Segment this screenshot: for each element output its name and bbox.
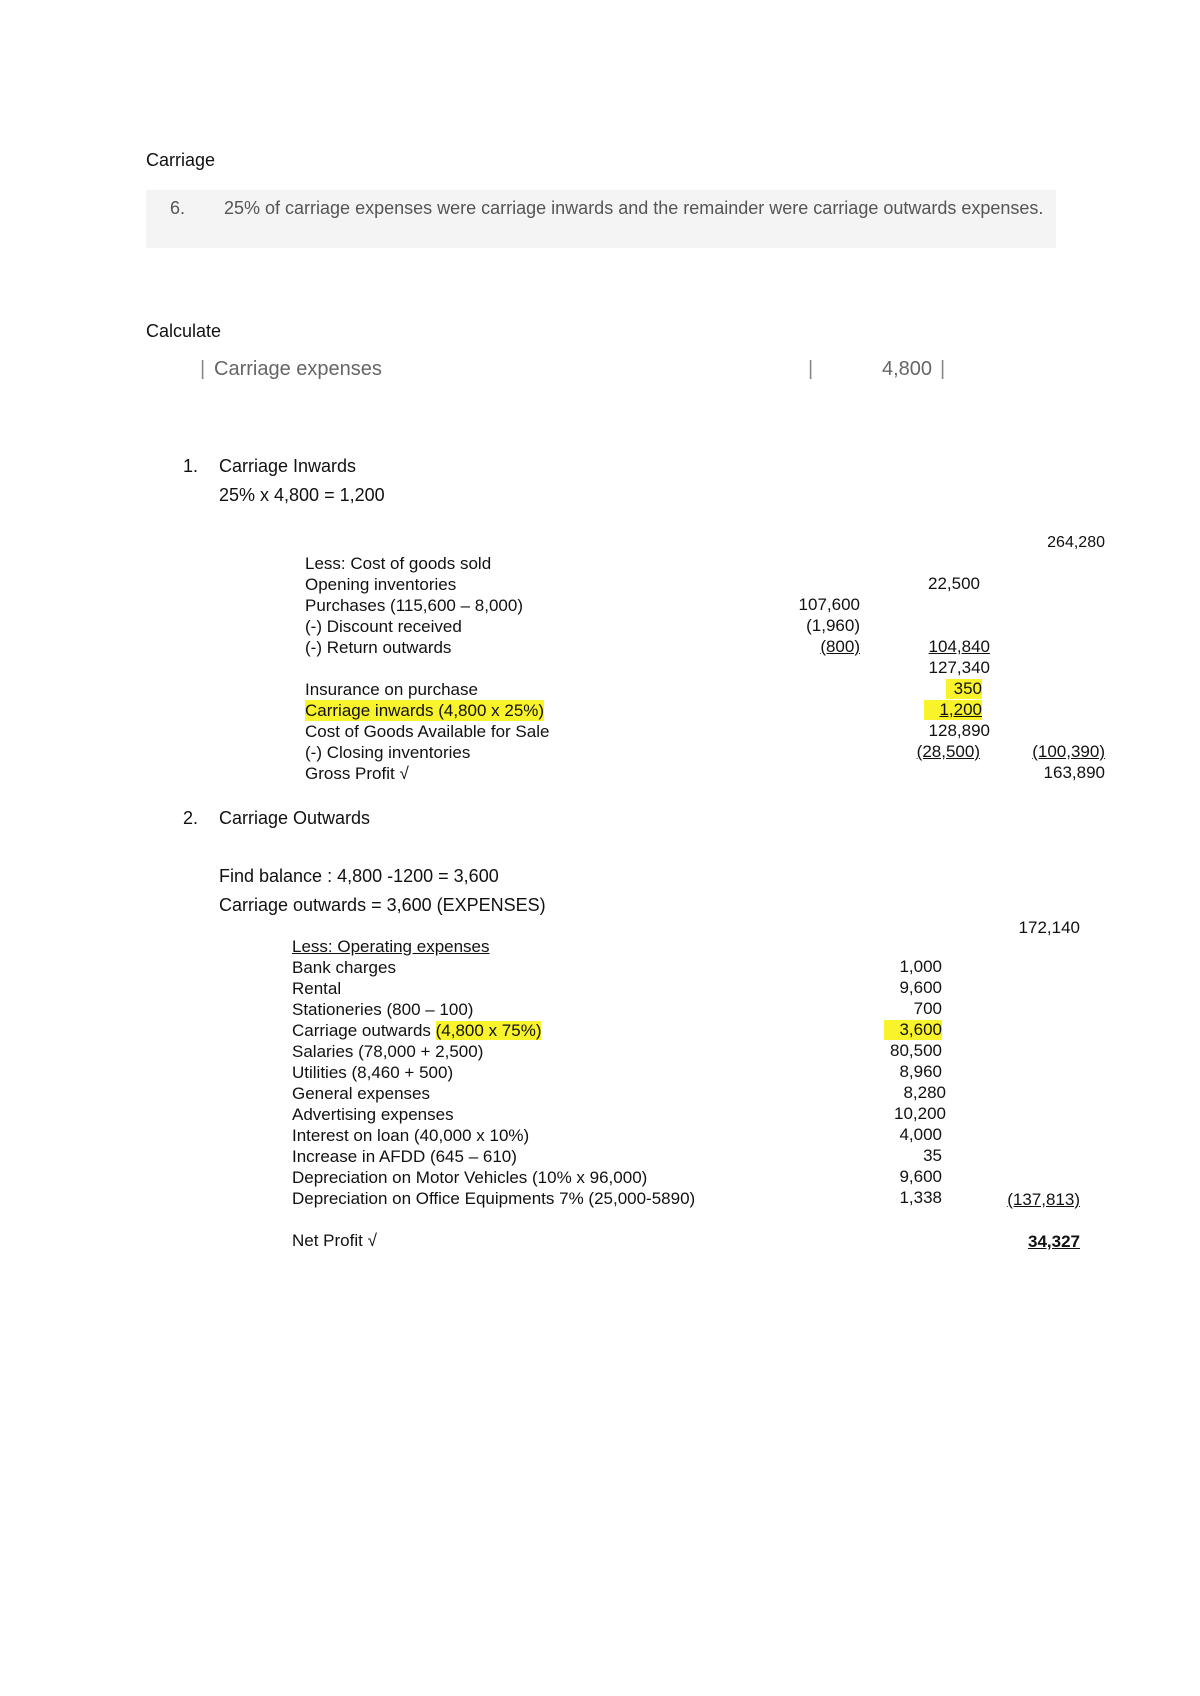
opex-header: Less: Operating expenses	[292, 937, 490, 956]
carriage-expenses-row	[200, 358, 960, 386]
opex-line-10: Depreciation on Motor Vehicles (10% x 96,000)	[292, 1168, 648, 1187]
opex-line-3	[292, 1020, 541, 1041]
col2-carriage-in: 1,200	[924, 700, 982, 720]
col3-cogs: (100,390)	[1032, 742, 1105, 761]
stmt1-line-5: Insurance on purchase	[305, 680, 478, 699]
row-bar-middle: |	[808, 358, 814, 380]
opex-line-6: General expenses	[292, 1084, 430, 1103]
stmt1-line-8: (-) Closing inventories	[305, 743, 471, 762]
top-figure-2: 172,140	[1018, 918, 1080, 937]
col2-net-purchases: 104,840	[928, 637, 990, 656]
section2-outwards: Carriage outwards = 3,600 (EXPENSES)	[219, 895, 546, 915]
opex-val-3: 3,600	[884, 1020, 942, 1040]
opex-val-11: 1,338	[899, 1188, 942, 1207]
section2-number: 2.	[183, 808, 199, 828]
net-profit-value: 34,327	[1028, 1232, 1080, 1251]
section1-number: 1.	[183, 456, 199, 476]
opex-val-6: 8,280	[903, 1083, 946, 1102]
opex-val-1: 9,600	[899, 978, 942, 997]
stmt1-line-1: Opening inventories	[305, 575, 457, 594]
question-scan	[146, 190, 1056, 248]
col2-opening: 22,500	[928, 574, 980, 593]
section2-title: Carriage Outwards	[219, 808, 371, 828]
stmt1-line-6: Carriage inwards (4,800 x 25%)	[305, 701, 545, 720]
opex-val-9: 35	[923, 1146, 942, 1165]
top-figure-1: 264,280	[1047, 534, 1105, 551]
opex-line-4: Salaries (78,000 + 2,500)	[292, 1042, 484, 1061]
heading-carriage: Carriage	[146, 150, 216, 170]
row-bar-left: |	[200, 358, 206, 380]
opex-line-2: Stationeries (800 – 100)	[292, 1000, 474, 1019]
opex-val-0: 1,000	[899, 957, 942, 976]
carriage-expenses-label: Carriage expenses	[214, 358, 382, 380]
stmt1-line-3: (-) Discount received	[305, 617, 462, 636]
opex-total: (137,813)	[1007, 1190, 1080, 1209]
section1-formula: 25% x 4,800 = 1,200	[219, 485, 385, 505]
opex-val-10: 9,600	[899, 1167, 942, 1186]
question-text: 25% of carriage expenses were carriage inwards and the remainder were carriage outwards expenses.	[224, 198, 1044, 218]
heading-calculate: Calculate	[146, 321, 222, 341]
net-profit-label: Net Profit √	[292, 1231, 377, 1250]
col1-discount: (1,960)	[806, 616, 860, 635]
opex-val-2: 700	[913, 999, 942, 1018]
opex-line-11: Depreciation on Office Equipments 7% (25,000-5890)	[292, 1189, 696, 1208]
opex-line-5: Utilities (8,460 + 500)	[292, 1063, 454, 1082]
opex-val-7: 10,200	[894, 1104, 946, 1123]
row-bar-right: |	[940, 358, 946, 380]
opex-carriage-label: Carriage outwards	[292, 1021, 431, 1040]
col2-closing: (28,500)	[916, 742, 980, 761]
section1-title: Carriage Inwards	[219, 456, 357, 476]
section2-balance: Find balance : 4,800 -1200 = 3,600	[219, 866, 499, 886]
opex-val-4: 80,500	[890, 1041, 942, 1060]
col1-return: (800)	[820, 637, 860, 656]
opex-line-7: Advertising expenses	[292, 1105, 454, 1124]
col2-available: 128,890	[928, 721, 990, 740]
opex-line-1: Rental	[292, 979, 342, 998]
col3-gross-profit: 163,890	[1043, 763, 1105, 782]
stmt1-line-7: Cost of Goods Available for Sale	[305, 722, 550, 741]
col1-purchases: 107,600	[798, 595, 860, 614]
col2-subtotal: 127,340	[928, 658, 990, 677]
stmt1-line-9: Gross Profit √	[305, 764, 409, 783]
stmt1-line-4: (-) Return outwards	[305, 638, 452, 657]
opex-val-8: 4,000	[899, 1125, 942, 1144]
opex-line-9: Increase in AFDD (645 – 610)	[292, 1147, 517, 1166]
question-number: 6.	[170, 198, 186, 218]
opex-line-8: Interest on loan (40,000 x 10%)	[292, 1126, 530, 1145]
stmt1-line-2: Purchases (115,600 – 8,000)	[305, 596, 523, 615]
stmt1-line-0: Less: Cost of goods sold	[305, 554, 492, 573]
opex-carriage-calc: (4,800 x 75%)	[435, 1021, 542, 1040]
opex-val-5: 8,960	[899, 1062, 942, 1081]
opex-line-0: Bank charges	[292, 958, 396, 977]
col2-insurance: 350	[946, 679, 982, 699]
carriage-expenses-value: 4,800	[882, 358, 933, 380]
